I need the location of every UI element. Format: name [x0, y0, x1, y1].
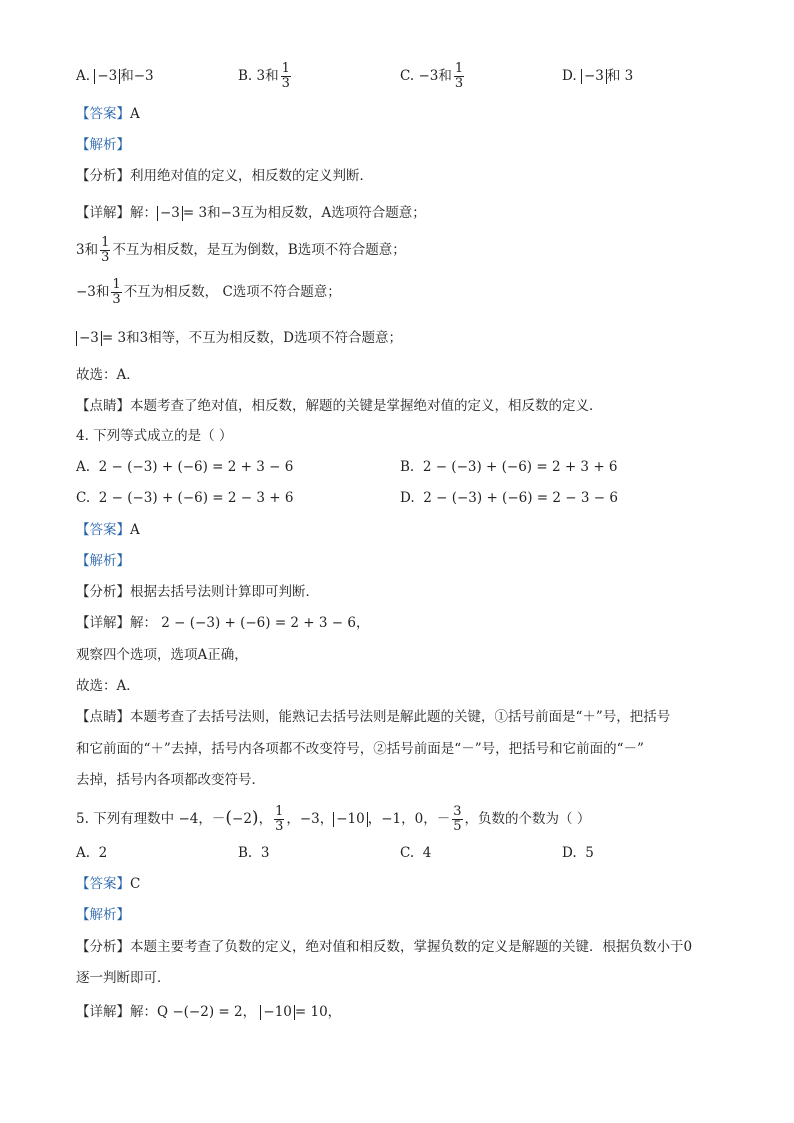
analysis-tag: 【解析】: [76, 137, 130, 153]
absolute-value: −10: [333, 812, 368, 827]
q4-dianjing-1: 【点睛】本题考查了去括号法则，能熟记去括号法则是解此题的关键，①括号前面是“＋”号，把括号: [76, 709, 671, 725]
q3-line-c: −3和 $\frac{1}{3}$ 不互为相反数， C选项不符合题意；: [76, 277, 341, 307]
fraction: $\frac{1}{3}$: [281, 61, 290, 91]
q4-dianjing-3: 去掉，括号内各项都改变符号．: [76, 772, 265, 788]
q3-line-d: −3 = 3和3相等，不互为相反数，D选项不符合题意；: [76, 328, 402, 348]
q3-dianjing: 【点睛】本题考查了绝对值，相反数，解题的关键是掌握绝对值的定义，相反数的定义．: [76, 398, 603, 414]
q3-xiangjie: 【详解】解： −3 = 3和−3互为相反数，A选项符合题意；: [76, 205, 426, 221]
q4-xiangjie: 【详解】解： 2 − (−3) + (−6) = 2 + 3 − 6，: [76, 615, 370, 631]
q4-stem: 4. 下列等式成立的是（ ）: [76, 428, 233, 444]
q5-fenxi-2: 逐一判断即可．: [76, 970, 171, 986]
analysis-tag: 【解析】: [76, 907, 130, 923]
fraction: $\frac{3}{5}$: [453, 804, 462, 834]
q3-option-c: C. −3和 $\frac{1}{3}$: [400, 61, 464, 91]
q4-answer: 【答案】A: [76, 522, 140, 538]
q4-guancha: 观察四个选项，选项A正确，: [76, 647, 248, 663]
q5-fenxi-1: 【分析】本题主要考查了负数的定义，绝对值和相反数，掌握负数的定义是解题的关键．根据负数小于0: [76, 939, 693, 955]
q4-dianjing-2: 和它前面的“＋”去掉，括号内各项都不改变符号，②括号前面是“－”号，把括号和它前面的“－”: [76, 741, 644, 757]
q3-answer: 【答案】A: [76, 106, 140, 122]
q4-option-d: D. 2 − (−3) + (−6) = 2 − 3 − 6: [400, 490, 618, 506]
absolute-value: −10: [260, 1005, 295, 1020]
q5-answer: 【答案】C: [76, 876, 141, 892]
q3-guxuan: 故选：A．: [76, 367, 140, 383]
q3-option-b: B. 3和 $\frac{1}{3}$: [238, 61, 290, 91]
fraction: $\frac{1}{3}$: [275, 804, 284, 834]
q3-line-b: 3和 $\frac{1}{3}$ 不互为相反数，是互为倒数，B选项不符合题意；: [76, 235, 406, 265]
q3-option-d: D. −3 和 3: [562, 68, 634, 84]
absolute-value: −3: [76, 331, 102, 346]
q5-option-a: A. 2: [76, 845, 108, 861]
answer-tag: 【答案】: [76, 522, 130, 538]
analysis-tag: 【解析】: [76, 553, 130, 569]
absolute-value: −3: [94, 69, 120, 84]
q4-option-a: A. 2 − (−3) + (−6) = 2 + 3 − 6: [76, 459, 294, 475]
q5-xiangjie: 【详解】解：Q −(−2) = 2， −10 = 10，: [76, 1004, 342, 1020]
q3-option-a: A. −3 和−3: [76, 68, 154, 84]
fraction: $\frac{1}{3}$: [101, 235, 110, 265]
absolute-value: −3: [581, 69, 607, 84]
q4-option-b: B. 2 − (−3) + (−6) = 2 + 3 + 6: [400, 459, 618, 475]
q5-analysis: [76, 905, 130, 925]
q5-stem: 5. 下列有理数中 −4，－(−2)， $\frac{1}{3}$ ，−3， −10 ，−1，0，－ $\frac{3}{5}$ ，负数的个数为（ ）: [76, 804, 591, 834]
q5-option-d: D. 5: [562, 845, 594, 861]
fraction: $\frac{1}{3}$: [454, 61, 464, 91]
q4-option-c: C. 2 − (−3) + (−6) = 2 − 3 + 6: [76, 490, 294, 506]
q4-fenxi: 【分析】根据去括号法则计算即可判断．: [76, 584, 319, 600]
q3-fenxi: 【分析】利用绝对值的定义，相反数的定义判断．: [76, 168, 373, 184]
q5-option-c: C. 4: [400, 845, 432, 861]
q5-option-b: B. 3: [238, 845, 270, 861]
answer-tag: 【答案】: [76, 876, 130, 892]
q3-analysis: [76, 135, 130, 155]
answer-tag: 【答案】: [76, 106, 130, 122]
q4-analysis: [76, 551, 130, 571]
absolute-value: −3: [157, 206, 183, 221]
fraction: $\frac{1}{3}$: [112, 277, 121, 307]
q4-guxuan: 故选：A．: [76, 678, 140, 694]
